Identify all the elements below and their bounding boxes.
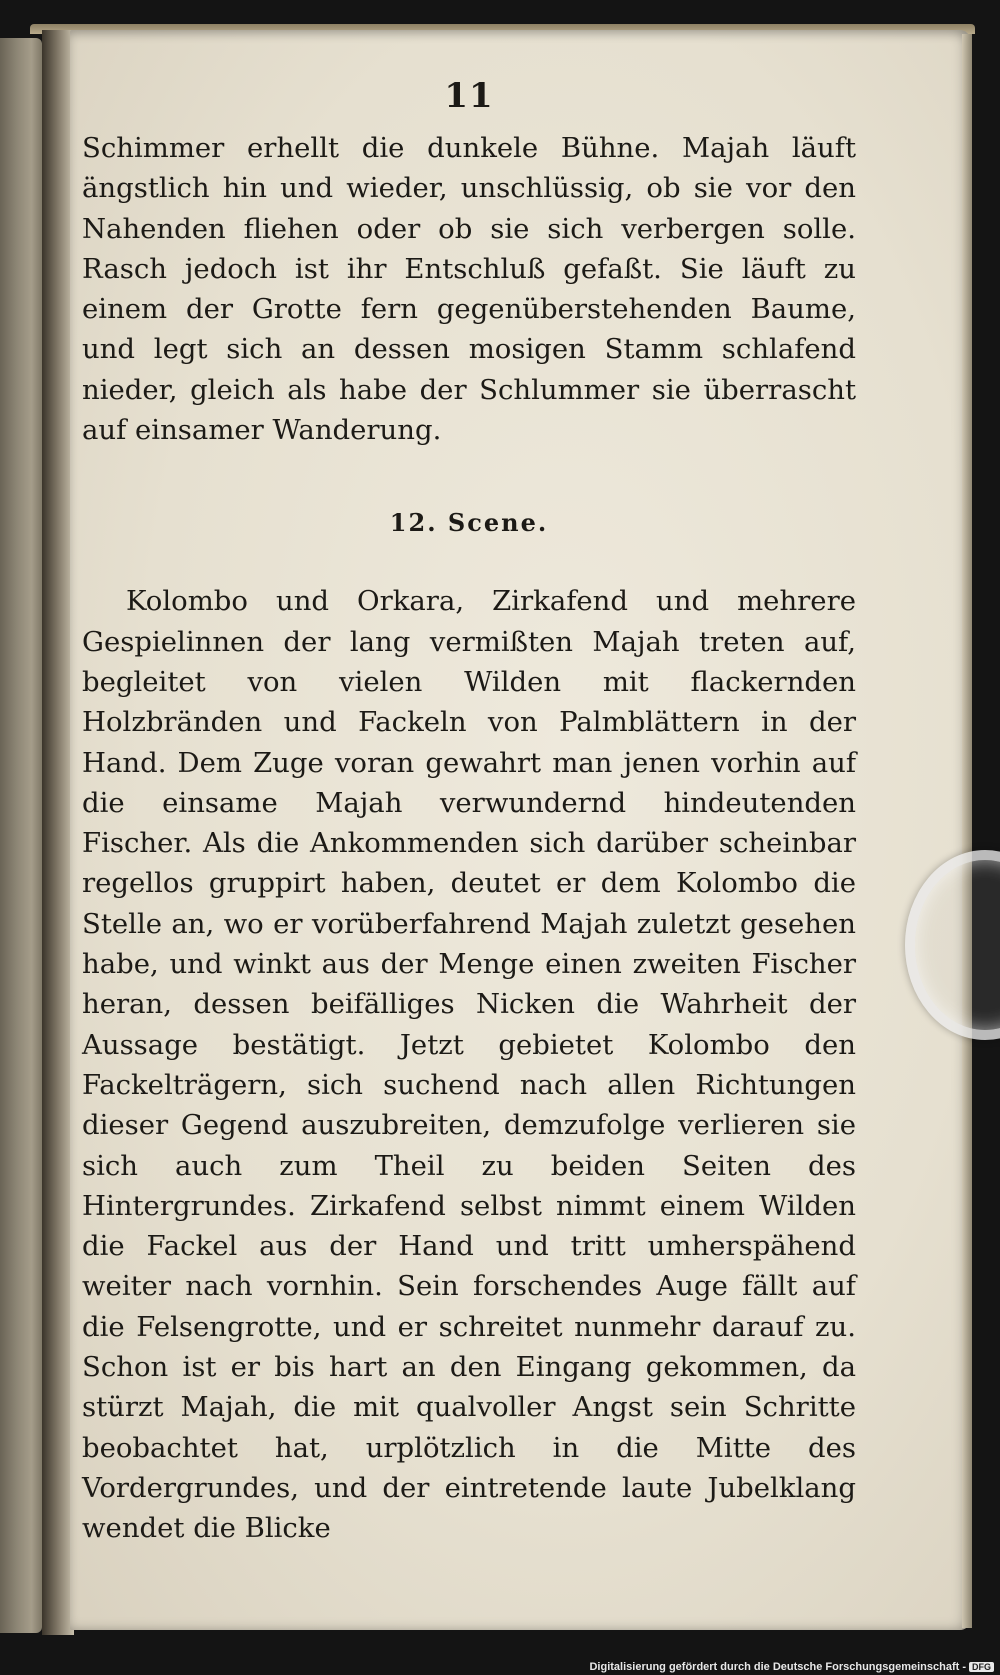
page-text xyxy=(82,58,856,1549)
credit-text: Digitalisierung gefördert durch die Deutsche Forschungsgemeinschaft - xyxy=(589,1661,966,1673)
paragraph-1: Schimmer erhellt die dunkele Bühne. Majah läuft ängstlich hin und wieder, unschlüssig, ob sie vor den Nahenden fliehen oder ob sie sich verbergen solle. Rasch jedoch ist ihr Entschluß gefaßt. Sie läuft zu einem der Grotte fern gegenüberstehenden Baume, und legt sich an dessen mosigen Stamm schlafend nieder, gleich als habe der Schlummer sie überrascht auf einsamer Wanderung. xyxy=(82,132,856,447)
page-number: 11 xyxy=(444,76,494,116)
dfg-logo: DFG xyxy=(969,1662,994,1672)
digitization-credit xyxy=(589,1661,994,1673)
previous-page-edge xyxy=(0,38,42,1633)
page-right-edge xyxy=(962,34,972,1628)
scene-heading: 12. Scene. xyxy=(389,508,549,538)
paragraph-2: Kolombo und Orkara, Zirkafend und mehrere Gespielinnen der lang vermißten Majah treten auf, begleitet von vielen Wilden mit flackernden Holzbränden und Fackeln von Palmblättern in der Hand. Dem Zuge voran gewahrt man jenen vorhin auf die einsame Majah verwundernd hindeutenden Fischer. Als die Ankommenden sich darüber scheinbar regellos gruppirt haben, deutet er dem Kolombo die Stelle an, wo er vorüberfahrend Majah zuletzt gesehen habe, und winkt aus der Menge einen zweiten Fischer heran, dessen beifälliges Nicken die Wahrheit der Aussage bestätigt. Jetzt gebietet Kolombo den Fackelträgern, sich suchend nach allen Richtungen dieser Gegend auszubreiten, demzufolge verlieren sie sich auch zum Theil zu beiden Seiten des Hintergrundes. Zirkafend selbst nimmt einem Wilden die Fackel aus der Hand und tritt umherspähend weiter nach vornhin. Sein forschendes Auge fällt auf die Felsengrotte, und er schreitet nunmehr darauf zu. Schon ist er bis hart an den Eingang gekommen, da stürzt Majah, die mit qualvoller Angst sein Schritte beobachtet hat, urplötzlich in die Mitte des Vordergrundes, und der eintretende laute Jubelklang wendet die Blicke xyxy=(82,585,856,1545)
